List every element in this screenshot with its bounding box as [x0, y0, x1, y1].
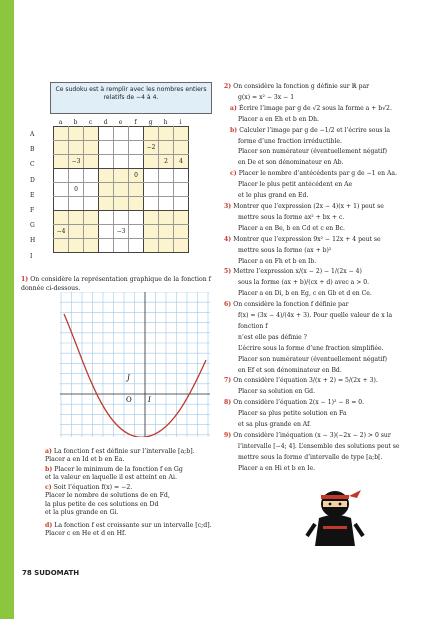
- q1-c: c) Soit l’équation f(x) = −2. Placer le nombre de solutions de en Fd, la plus petite de ces solutions en Dd et la plus grande en Gi.: [45, 484, 170, 517]
- grid-cell[interactable]: [159, 197, 174, 211]
- grid-row-label: G: [30, 222, 35, 230]
- question-number: 8): [224, 399, 234, 407]
- question-text: On considère la fonction f définie par: [233, 301, 349, 309]
- right-questions-column: [224, 82, 419, 475]
- question-text: On considère l’inéquation (x − 3)(−2x − 2) > 0 sur: [233, 432, 391, 439]
- grid-cell[interactable]: [99, 127, 114, 141]
- right-text-line: mettre sous la forme (ax + b)²: [238, 246, 332, 254]
- right-text-line: mettre sous la forme d’intervalle de type [a;b[.: [238, 453, 383, 461]
- right-text-line: Placer a en Di, b en Eg, c en Gb et d en Ce.: [238, 290, 372, 298]
- question-number: 3): [224, 202, 234, 210]
- grid-col-label: i: [179, 119, 182, 126]
- right-text-line: et sa plus grande en Af.: [238, 421, 312, 429]
- grid-cell[interactable]: [99, 141, 114, 155]
- question-number: b): [230, 126, 240, 134]
- grid-cell[interactable]: [174, 211, 189, 225]
- green-side-stripe: [0, 0, 14, 619]
- grid-cell[interactable]: [99, 169, 114, 183]
- grid-cell[interactable]: [129, 239, 144, 253]
- grid-cell[interactable]: [84, 197, 99, 211]
- sudoku-grid: [53, 126, 189, 253]
- right-text-line: Placer a en Be, b en Cd et c en Bc.: [238, 224, 345, 232]
- right-text-line: Placer a en Eh et b en Dh.: [238, 115, 319, 123]
- grid-cell[interactable]: [54, 141, 69, 155]
- grid-cell[interactable]: [129, 141, 144, 155]
- grid-cell[interactable]: [69, 169, 84, 183]
- grid-cell[interactable]: [114, 155, 129, 169]
- question-number: a): [230, 104, 239, 112]
- right-text-line: Placer sa solution en Gd.: [238, 388, 316, 396]
- right-text-line: Placer sa plus petite solution en Fa: [238, 410, 347, 418]
- question-text: On considère l’équation 2(x − 1)² − 8 = 0.: [233, 399, 365, 407]
- right-text-line: [224, 431, 419, 442]
- right-text-line: [224, 267, 419, 278]
- grid-col-label: d: [103, 119, 108, 126]
- grid-cell[interactable]: [144, 197, 159, 211]
- right-text-line: L’écrire sous la forme d’une fraction simplifiée.: [238, 344, 384, 352]
- grid-cell[interactable]: [159, 183, 174, 197]
- question-text: Écrire l’image par g de √2 sous la forme a + b√2.: [238, 104, 392, 112]
- grid-cell[interactable]: −2: [144, 141, 159, 155]
- grid-cell[interactable]: [84, 211, 99, 225]
- grid-col-label: f: [134, 119, 137, 126]
- grid-cell[interactable]: [99, 225, 114, 239]
- grid-row-label: C: [30, 161, 35, 169]
- grid-cell[interactable]: [144, 155, 159, 169]
- grid-cell[interactable]: [54, 155, 69, 169]
- grid-row-label: D: [30, 176, 35, 184]
- grid-row-label: B: [30, 146, 35, 154]
- grid-cell[interactable]: [99, 155, 114, 169]
- grid-cell[interactable]: [174, 141, 189, 155]
- grid-col-label: a: [58, 119, 63, 126]
- grid-cell[interactable]: [159, 211, 174, 225]
- question-text: Placer le nombre d’antécédents par g de −1 en Aa.: [238, 170, 397, 178]
- grid-cell[interactable]: [69, 197, 84, 211]
- question-number: 5): [224, 268, 234, 276]
- grid-cell[interactable]: [174, 239, 189, 253]
- grid-row-label: H: [30, 237, 36, 245]
- right-text-line: [224, 300, 419, 311]
- grid-cell[interactable]: [144, 211, 159, 225]
- grid-cell[interactable]: [174, 197, 189, 211]
- grid-cell[interactable]: [54, 239, 69, 253]
- q1-b: b) Placer le minimum de la fonction f en Gg et la valeur en laquelle il est atteint en Ai.: [45, 466, 183, 482]
- question-number: 2): [224, 83, 234, 90]
- grid-cell[interactable]: [174, 225, 189, 239]
- grid-cell[interactable]: −3: [114, 225, 129, 239]
- graph-label-o: O: [126, 396, 132, 404]
- grid-cell[interactable]: [54, 211, 69, 225]
- right-text-line: n’est elle pas définie ?: [238, 333, 307, 341]
- grid-cell[interactable]: −4: [54, 225, 69, 239]
- grid-cell[interactable]: [174, 169, 189, 183]
- graph-label-i: I: [148, 396, 151, 404]
- grid-cell[interactable]: [129, 155, 144, 169]
- grid-cell[interactable]: [144, 169, 159, 183]
- grid-cell[interactable]: [69, 141, 84, 155]
- grid-cell[interactable]: [114, 127, 129, 141]
- grid-cell[interactable]: [114, 183, 129, 197]
- grid-cell[interactable]: [54, 197, 69, 211]
- right-text-line: f(x) = (3x − 4)/(4x + 3). Pour quelle valeur de x la fonction f: [238, 312, 393, 330]
- right-text-line: Placer a en Fh et b en Ib.: [238, 257, 317, 265]
- grid-cell[interactable]: [54, 127, 69, 141]
- question-number: 9): [224, 432, 234, 439]
- question-text: Mettre l’expression x/(x − 2) − 1/(2x − 4): [233, 268, 362, 276]
- grid-cell[interactable]: −3: [69, 155, 84, 169]
- right-text-line: sous la forme (ax + b)/(cx + d) avec a > 0.: [238, 279, 370, 287]
- grid-cell[interactable]: 2: [159, 155, 174, 169]
- question-number: 4): [224, 235, 234, 243]
- right-text-line: Placer a en Hi et b en Ie.: [238, 464, 316, 472]
- grid-cell[interactable]: [174, 127, 189, 141]
- grid-cell[interactable]: [144, 239, 159, 253]
- right-text-line: g(x) = x² − 3x − 1: [238, 93, 295, 101]
- grid-col-label: e: [118, 119, 123, 126]
- grid-cell[interactable]: 4: [174, 155, 189, 169]
- right-text-line: forme d’une fraction irréductible.: [238, 137, 342, 145]
- grid-cell[interactable]: [84, 239, 99, 253]
- grid-cell[interactable]: [144, 127, 159, 141]
- right-text-line: [224, 235, 419, 246]
- grid-cell[interactable]: [84, 127, 99, 141]
- right-text-line: [224, 202, 419, 213]
- right-text-line: [224, 398, 419, 409]
- grid-cell[interactable]: [144, 225, 159, 239]
- sudoku-instructions-box: Ce sudoku est à remplir avec les nombres entiers relatifs de −4 à 4.: [50, 82, 212, 114]
- grid-cell[interactable]: [69, 127, 84, 141]
- grid-cell[interactable]: [99, 197, 114, 211]
- question-number: 6): [224, 301, 234, 309]
- grid-row-label: E: [30, 191, 35, 199]
- grid-cell[interactable]: [114, 169, 129, 183]
- grid-cell[interactable]: [99, 239, 114, 253]
- ninja-icon: [305, 484, 365, 554]
- right-text-line: en Ef et son dénominateur en Bd.: [238, 366, 342, 374]
- question-text: On considère la fonction g définie sur ℝ par: [233, 83, 370, 90]
- grid-cell[interactable]: [129, 127, 144, 141]
- right-text-line: Placer le plus petit antécédent en Ae: [238, 181, 353, 189]
- grid-cell[interactable]: [54, 183, 69, 197]
- right-text-line: [224, 169, 419, 180]
- function-curve: [64, 314, 206, 437]
- grid-cell[interactable]: 0: [129, 169, 144, 183]
- right-text-line: [224, 376, 419, 387]
- grid-col-label: g: [148, 119, 153, 126]
- function-graph: [60, 292, 210, 437]
- grid-cell[interactable]: [174, 183, 189, 197]
- right-text-line: mettre sous la forme ax² + bx + c.: [238, 213, 345, 221]
- right-text-line: Placer son numérateur (éventuellement négatif): [238, 355, 388, 363]
- q1-a: a) La fonction f est définie sur l’intervalle [a;b]. Placer a en Id et b en Ea.: [45, 448, 195, 464]
- q1-intro: 1) On considère la représentation graphique de la fonction f donnée ci-dessous.: [21, 276, 211, 292]
- question-text: Montrer que l’expression (2x − 4)(x + 1) peut se: [233, 202, 384, 210]
- grid-row-label: A: [30, 131, 35, 138]
- question-number: c): [230, 170, 239, 178]
- grid-row-label: I: [30, 252, 33, 260]
- grid-cell[interactable]: [99, 211, 114, 225]
- grid-cell[interactable]: [54, 169, 69, 183]
- grid-cell[interactable]: [159, 239, 174, 253]
- grid-cell[interactable]: [114, 239, 129, 253]
- grid-cell[interactable]: [159, 127, 174, 141]
- grid-cell[interactable]: [129, 183, 144, 197]
- grid-cell[interactable]: [84, 141, 99, 155]
- right-text-line: [224, 104, 419, 115]
- grid-cell[interactable]: [114, 141, 129, 155]
- right-text-line: en De et son dénominateur en Ab.: [238, 159, 344, 167]
- grid-cell[interactable]: [114, 211, 129, 225]
- grid-row-label: F: [30, 207, 35, 214]
- graph-label-j: J: [127, 374, 130, 382]
- grid-cell[interactable]: [129, 197, 144, 211]
- grid-cell[interactable]: [69, 211, 84, 225]
- grid-cell[interactable]: [84, 169, 99, 183]
- grid-col-label: h: [163, 119, 168, 126]
- grid-cell[interactable]: [114, 197, 129, 211]
- grid-cell[interactable]: [99, 183, 114, 197]
- grid-cell[interactable]: [84, 225, 99, 239]
- question-text: On considère l’équation 3/(x + 2) = 5/(2x + 3).: [233, 377, 378, 385]
- grid-cell[interactable]: [129, 211, 144, 225]
- right-text-line: [224, 126, 419, 137]
- grid-col-label: b: [73, 119, 78, 126]
- grid-cell[interactable]: [69, 225, 84, 239]
- grid-cell[interactable]: [144, 183, 159, 197]
- question-text: Montrer que l’expression 9x² − 12x + 4 peut se: [233, 235, 381, 243]
- grid-cell[interactable]: [159, 225, 174, 239]
- grid-cell[interactable]: [159, 169, 174, 183]
- grid-cell[interactable]: [84, 155, 99, 169]
- page-footer: 78 SUDOMATH: [22, 569, 80, 577]
- grid-col-label: c: [88, 119, 93, 126]
- right-text-line: l’intervalle [−4; 4]. L’ensemble des solutions peut se: [238, 442, 400, 450]
- grid-cell[interactable]: [69, 239, 84, 253]
- right-text-line: et le plus grand en Ed.: [238, 192, 309, 200]
- question-number: 7): [224, 377, 234, 385]
- grid-cell[interactable]: [84, 183, 99, 197]
- question-text: Calculer l’image par g de −1/2 et l’écrire sous la: [239, 126, 391, 134]
- grid-cell[interactable]: [159, 141, 174, 155]
- right-text-line: [224, 82, 419, 93]
- q1-d: d) La fonction f est croissante sur un intervalle [c;d]. Placer c en He et d en Hf.: [45, 522, 212, 538]
- grid-cell[interactable]: 0: [69, 183, 84, 197]
- grid-cell[interactable]: [129, 225, 144, 239]
- right-text-line: Placer son numérateur (éventuellement négatif): [238, 148, 388, 156]
